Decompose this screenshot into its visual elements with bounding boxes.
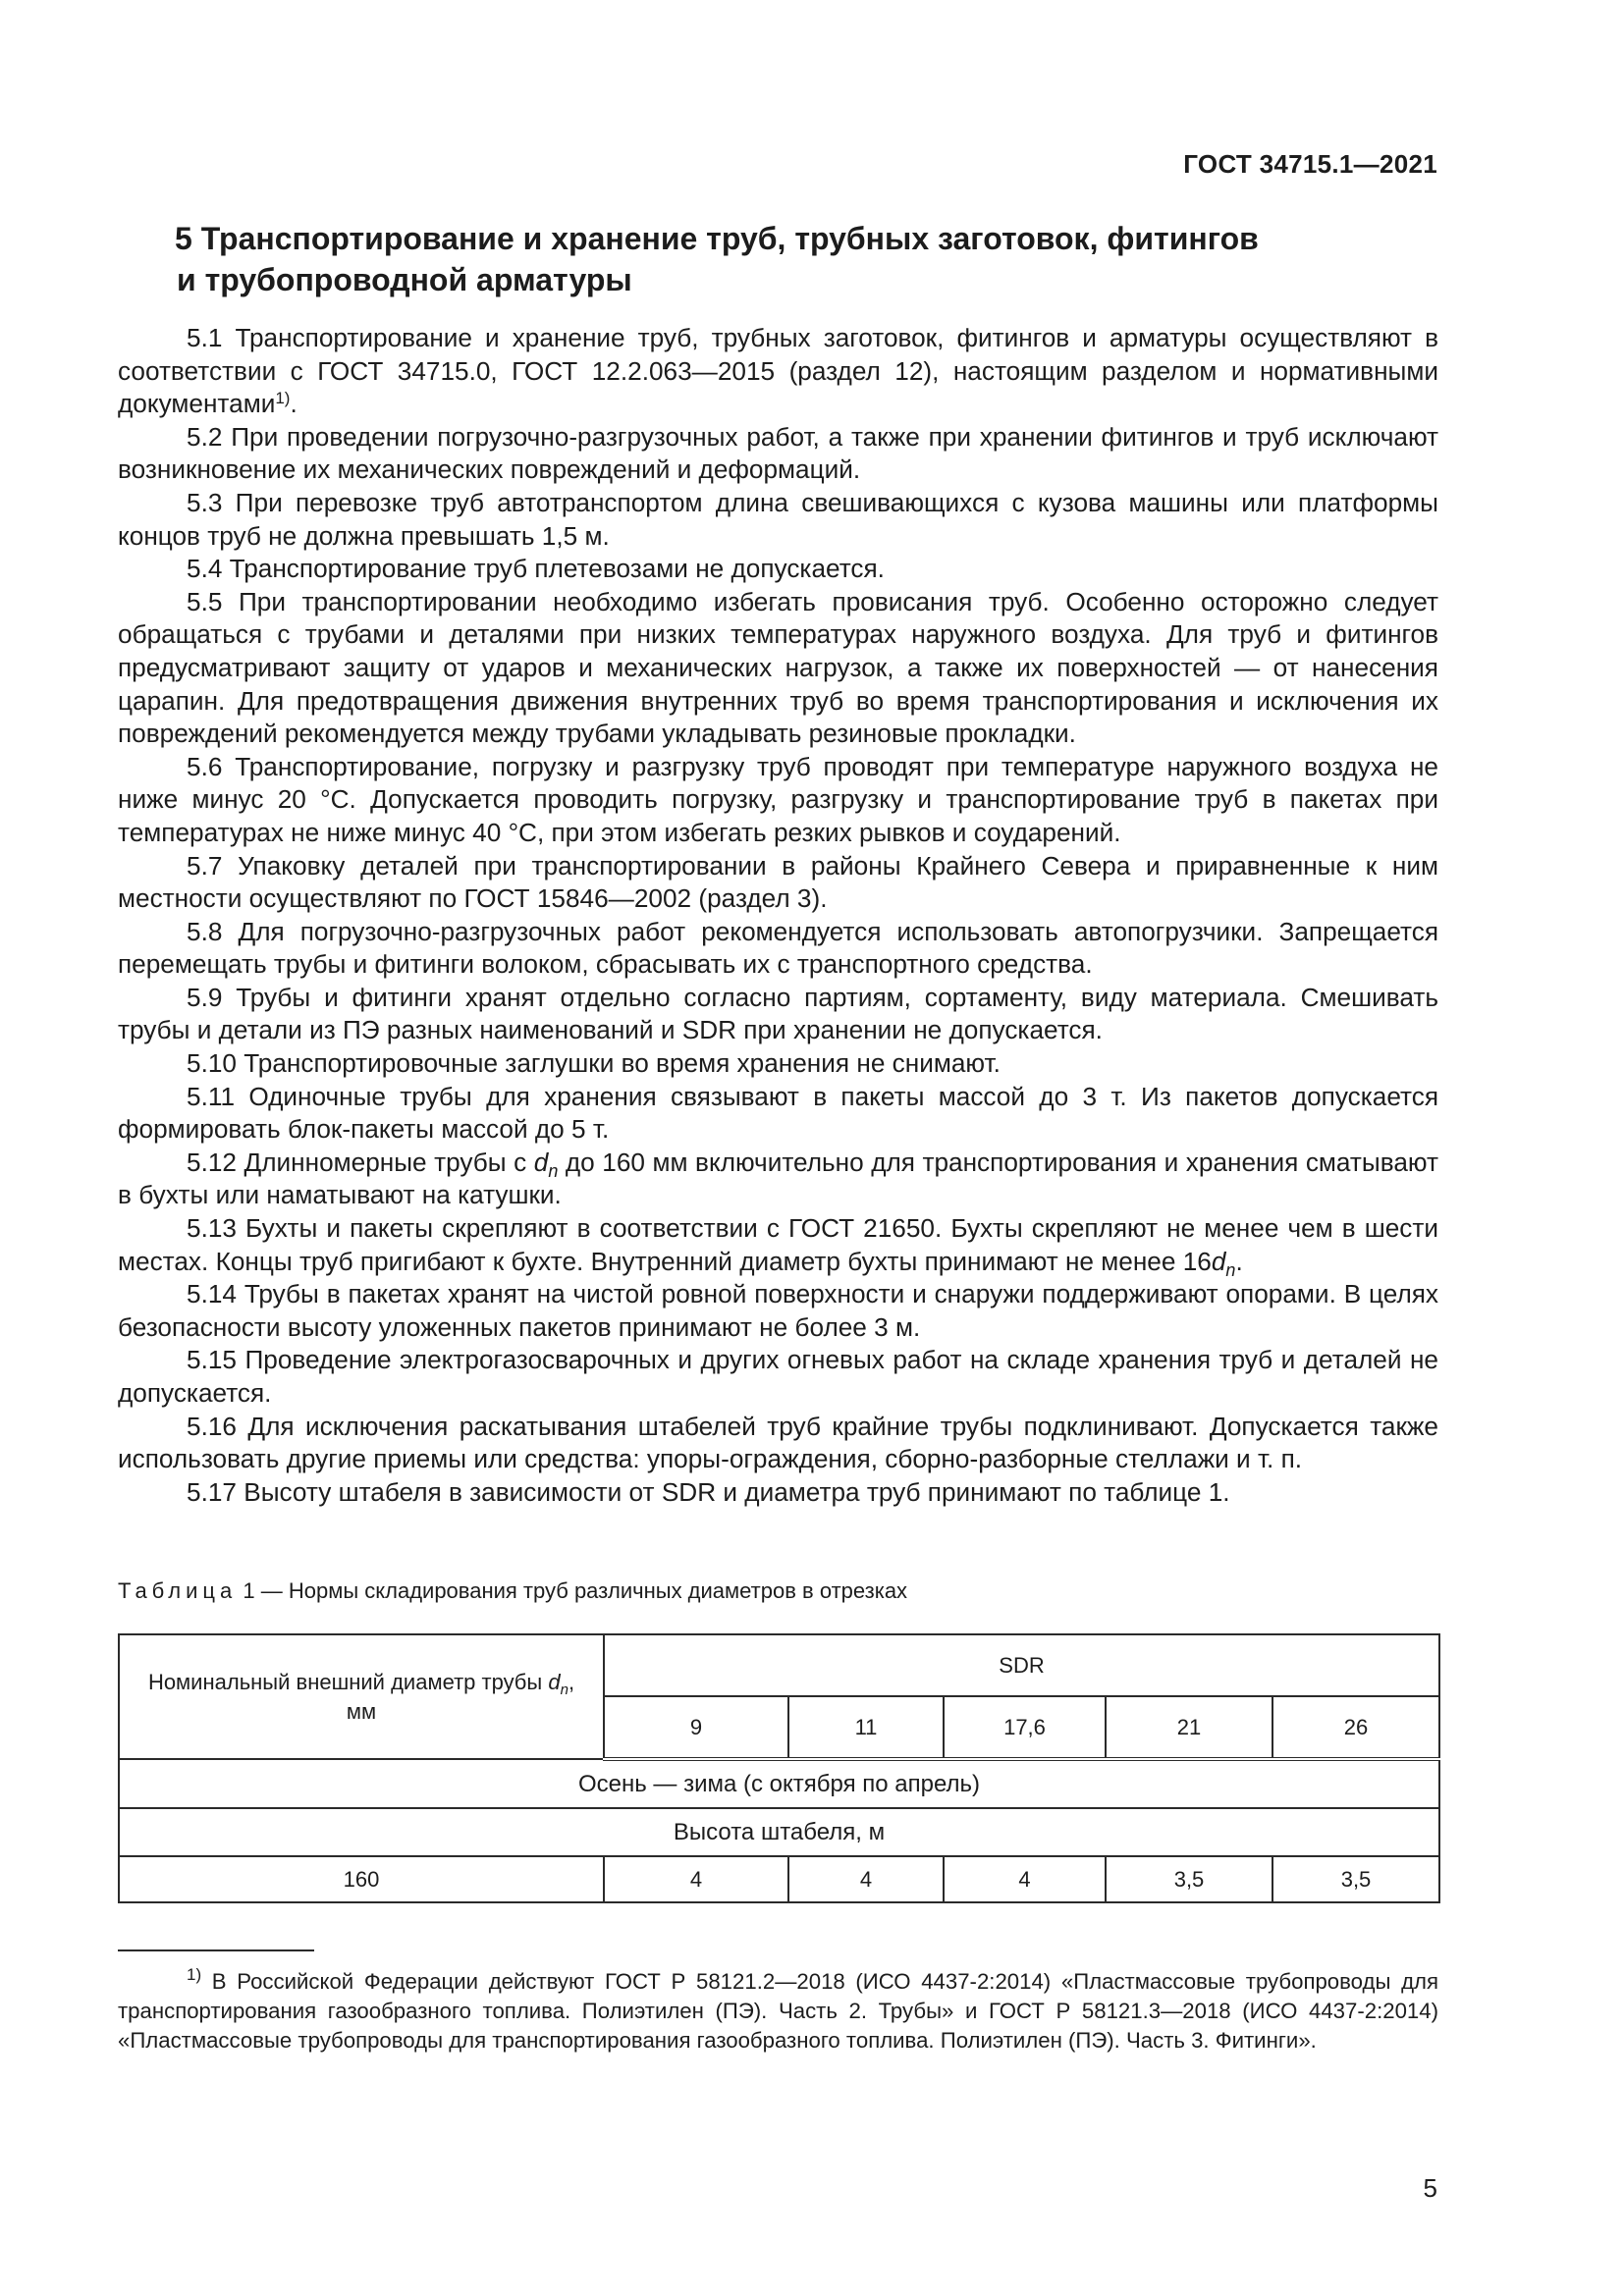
diameter-unit: мм [346,1698,377,1724]
standard-code: ГОСТ 34715.1—2021 [1183,149,1437,179]
clause-5-12: 5.12 Длинномерные трубы с $d_n$ до 160 мм включительно для транспортирования и хранения сматывают в бухты или наматывают на катушки. [118,1147,1438,1210]
clause-5-13: 5.13 Бухты и пакеты скрепляют в соответствии с ГОСТ 21650. Бухты скрепляют не менее чем в шести местах. Концы труб пригибают к бухте. Внутренний диаметр бухты принимают не менее $16d_n$. [118,1213,1438,1280]
diameter-header-cell: Номинальный внешний диаметр трубы $d_n$, мм [119,1634,604,1759]
footnote-divider [118,1949,314,1951]
clause-5-1: 5.1 Транспортирование и хранение труб, трубных заготовок, фитингов и арматуры осуществляют в соответствии с ГОСТ 34715.0, ГОСТ 12.2.063—2015 (раздел 12), настоящим разделом и нормативными документами$^{1)}$. [118,323,1438,419]
height-cell: 4 [604,1856,788,1902]
sdr-value-cell: 21 [1106,1696,1272,1759]
section-title-line-2: и трубопроводной арматуры [177,262,632,297]
clause-5-10: 5.10 Транспортировочные заглушки во время хранения не снимают. [187,1048,1001,1079]
table-caption-text: 1 — Нормы складирования труб различных диаметров в отрезках [237,1578,908,1603]
section-title [175,218,1441,300]
clause-5-6: 5.6 Транспортирование, погрузку и разгрузку труб проводят при температуре наружного воздуха не ниже минус 20 °С. Допускается проводить погрузку, разгрузку и транспортирование труб в пакетах при температурах не ниже минус 40 °С, при этом избегать резких рывков и соударений. [118,751,1438,847]
sdr-header-cell: SDR [604,1634,1439,1696]
table-caption [118,1578,907,1604]
sdr-value-cell: 26 [1272,1696,1439,1759]
clause-5-2: 5.2 При проведении погрузочно-разгрузочных работ, а также при хранении фитингов и труб исключают возникновение их механических повреждений и деформаций. [118,421,1438,485]
clause-5-9: 5.9 Трубы и фитинги хранят отдельно согласно партиям, сортаменту, виду материала. Смешивать трубы и детали из ПЭ разных наименований и SDR при хранении не допускается. [118,982,1438,1045]
clause-5-14: 5.14 Трубы в пакетах хранят на чистой ровной поверхности и снаружи поддерживают опорами. В целях безопасности высоту уложенных пакетов принимают не более 3 м. [118,1279,1438,1342]
height-label-cell: Высота штабеля, м [119,1808,1439,1856]
height-cell: 4 [944,1856,1106,1902]
sdr-value-cell: 9 [604,1696,788,1759]
height-label-row [119,1808,1439,1856]
clause-5-15: 5.15 Проведение электрогазосварочных и других огневых работ на складе хранения труб и деталей не допускается. [118,1345,1438,1408]
table-header-row [119,1634,1439,1696]
height-cell: 3,5 [1106,1856,1272,1902]
clause-5-7: 5.7 Упаковку деталей при транспортировании в районы Крайнего Севера и приравненные к ним местности осуществляют по ГОСТ 15846—2002 (раздел 3). [118,850,1438,914]
clause-5-3: 5.3 При перевозке труб автотранспортом длина свешивающихся с кузова машины или платформы концов труб не должна превышать 1,5 м. [118,487,1438,551]
table-caption-label: Таблица [118,1578,238,1603]
table-row [119,1856,1439,1902]
diameter-cell: 160 [119,1856,604,1902]
sdr-value-cell: 11 [788,1696,944,1759]
clause-5-8: 5.8 Для погрузочно-разгрузочных работ рекомендуется использовать автопогрузчики. Запрещается перемещать трубы и фитинги волоком, сбрасывать их с транспортного средства. [118,916,1438,980]
clause-5-5: 5.5 При транспортировании необходимо избегать провисания труб. Особенно осторожно следует обращаться с трубами и деталями при низких температурах наружного воздуха. Для труб и фитингов предусматривают защиту от ударов и механических нагрузок, а также их поверхностей — от нанесения царапин. Для предотвращения движения внутренних труб во время транспортирования и исключения их повреждений рекомендуется между трубами укладывать резиновые прокладки. [118,586,1438,749]
storage-norms-table [118,1633,1440,1903]
clause-5-17: 5.17 Высоту штабеля в зависимости от SDR и диаметра труб принимают по таблице 1. [187,1476,1230,1507]
section-title-line-1: 5 Транспортирование и хранение труб, трубных заготовок, фитингов [175,221,1259,256]
section-body [118,322,1438,1509]
height-cell: 3,5 [1272,1856,1439,1902]
page-number: 5 [1423,2173,1437,2203]
season-row [119,1759,1439,1808]
clause-5-16: 5.16 Для исключения раскатывания штабелей труб крайние трубы подклинивают. Допускается также использовать другие приемы или средства: упоры-ограждения, сборно-разборные стеллажи и т. п. [118,1411,1438,1474]
season-cell: Осень — зима (с октября по апрель) [119,1759,1439,1808]
footnote-text: В Российской Федерации действуют ГОСТ Р 58121.2—2018 (ИСО 4437-2:2014) «Пластмассовые трубопроводы для транспортирования газообразного топлива. Полиэтилен (ПЭ). Часть 2. Трубы» и ГОСТ Р 58121.3—2018 (ИСО 4437-2:2014) «Пластмассовые трубопроводы для транспортирования газообразного топлива. Полиэтилен (ПЭ). Часть 3. Фитинги». [118,1969,1438,2053]
footnote-reference: 1) [275,389,291,408]
clause-5-11: 5.11 Одиночные трубы для хранения связывают в пакеты массой до 3 т. Из пакетов допускается формировать блок-пакеты массой до 5 т. [118,1081,1438,1145]
height-cell: 4 [788,1856,944,1902]
footnote [118,1967,1438,2056]
sdr-value-cell: 17,6 [944,1696,1106,1759]
clause-5-4: 5.4 Транспортирование труб плетевозами не допускается. [187,554,885,584]
footnote-mark: 1) [187,1965,202,1984]
